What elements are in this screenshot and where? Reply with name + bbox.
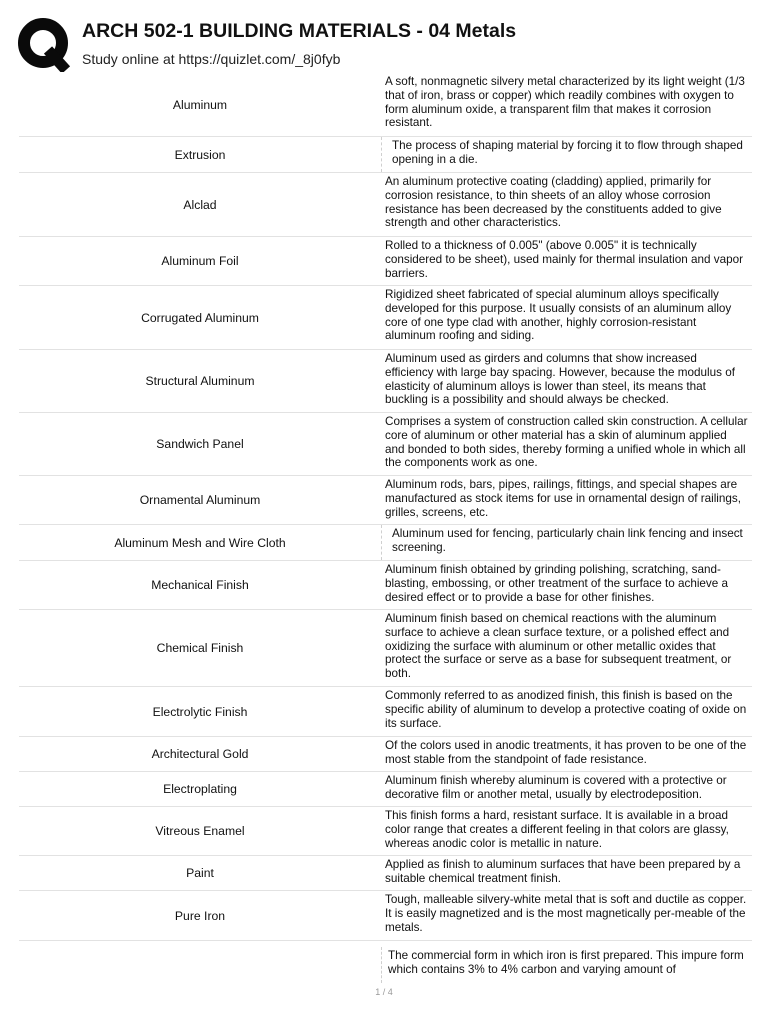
card-row [19, 173, 752, 237]
card-definition: Comprises a system of construction called skin construction. A cellular core of aluminum or other material has a skin of aluminum applied and bonded to both sides, thereby forming a unified whole in which all the components work as one. [385, 415, 748, 470]
card-row [19, 525, 752, 561]
card-row [19, 350, 752, 413]
card-term: Ornamental Aluminum [139, 493, 261, 507]
card-term: Alclad [183, 197, 217, 212]
card-term: Aluminum Mesh and Wire Cloth [114, 535, 286, 550]
card-term: Architectural Gold [151, 747, 249, 761]
card-row [19, 737, 752, 772]
card-definition: Aluminum finish based on chemical reactions with the aluminum surface to achieve a clean surface texture, or a polished effect and oxidizing the surface with aluminum or other metallic oxides that protect the surface or serve as a base for subsequent treatment, or both. [385, 612, 732, 681]
card-row [19, 856, 752, 891]
card-definition: Of the colors used in anodic treatments, it has proven to be one of the most stable from the standpoint of fade resistance. [385, 739, 747, 766]
card-term [19, 947, 381, 983]
page-header [0, 0, 768, 78]
flashcard-table [19, 73, 752, 983]
card-term: Extrusion [174, 147, 226, 162]
card-definition: Aluminum rods, bars, pipes, railings, fittings, and special shapes are manufactured as stock items for use in ornamental design of railings, grilles, screens, etc. [385, 478, 741, 519]
card-term: Structural Aluminum [145, 374, 255, 388]
quizlet-logo-icon [18, 14, 70, 72]
card-definition: Commonly referred to as anodized finish, this finish is based on the specific ability of aluminum to develop a protective coating of oxide on its surface. [385, 689, 747, 730]
card-definition: Tough, malleable silvery-white metal that is soft and ductile as copper. It is easily magnetized and is the most magnetically per-meable of the metals. [385, 893, 747, 934]
card-definition: This finish forms a hard, resistant surface. It is available in a broad color range that creates a different feeling in that colors are glassy, whereas anodic color is metallic in nature. [385, 809, 729, 850]
card-row [19, 610, 752, 687]
card-row [19, 941, 752, 983]
card-definition: Aluminum finish whereby aluminum is covered with a protective or decorative film or another metal, usually by electrodeposition. [385, 774, 727, 801]
card-definition: The commercial form in which iron is first prepared. This impure form which contains 3% to 4% carbon and varying amount of [381, 947, 752, 983]
card-definition: The process of shaping material by forcing it to flow through shaped opening in a die. [381, 137, 752, 172]
study-link[interactable]: Study online at https://quizlet.com/_8j0fyb [82, 51, 341, 67]
card-definition: Aluminum used for fencing, particularly chain link fencing and insect screening. [381, 525, 752, 560]
card-term: Vitreous Enamel [155, 824, 245, 838]
page-number: 1 / 4 [375, 987, 393, 997]
card-row [19, 891, 752, 941]
card-definition: Rigidized sheet fabricated of special aluminum alloys specifically developed for this purpose. It usually consists of an aluminum alloy core of one type clad with another, highly corrosion-resistant aluminum roofing and siding. [385, 288, 732, 343]
card-definition: Applied as finish to aluminum surfaces that have been prepared by a suitable chemical treatment finish. [385, 858, 741, 885]
card-term: Aluminum [172, 97, 228, 112]
card-definition: An aluminum protective coating (cladding) applied, primarily for corrosion resistance, to thin sheets of an alloy whose corrosion resistance has been decreased by the constituents added to give strength and other characteristics. [385, 175, 722, 230]
card-row [19, 73, 752, 137]
card-row [19, 772, 752, 807]
card-definition: A soft, nonmagnetic silvery metal characterized by its light weight (1/3 that of iron, brass or copper) which readily combines with oxygen to form aluminum oxide, a transparent film that makes it corrosion resistant. [385, 75, 745, 130]
card-definition: Aluminum finish obtained by grinding polishing, scratching, sand-blasting, embossing, or other treatment of the surface to achieve a desired effect or to provide a base for other finishes. [385, 563, 729, 604]
card-term: Aluminum Foil [161, 254, 239, 268]
page-title: ARCH 502-1 BUILDING MATERIALS - 04 Metals [82, 20, 517, 42]
card-row [19, 237, 752, 286]
card-term: Electrolytic Finish [152, 704, 248, 719]
card-definition: Aluminum used as girders and columns that show increased efficiency with large bay spacing. However, because the modulus of elasticity of aluminum alloys is lower than steel, its means that buckling is a possibility and should always be checked. [385, 352, 735, 407]
card-row [19, 286, 752, 350]
card-term: Pure Iron [174, 908, 226, 923]
card-row [19, 687, 752, 737]
card-row [19, 413, 752, 476]
card-term: Chemical Finish [156, 641, 244, 655]
card-term: Corrugated Aluminum [141, 310, 259, 325]
card-term: Paint [186, 866, 214, 880]
card-row [19, 476, 752, 525]
card-term: Mechanical Finish [151, 578, 249, 592]
card-definition: Rolled to a thickness of 0.005" (above 0.005" it is technically considered to be sheet), used mainly for thermal insulation and vapor barriers. [385, 239, 743, 280]
card-row [19, 561, 752, 610]
card-row [19, 137, 752, 173]
card-term: Electroplating [163, 782, 237, 796]
card-row [19, 807, 752, 856]
card-term: Sandwich Panel [156, 437, 244, 451]
